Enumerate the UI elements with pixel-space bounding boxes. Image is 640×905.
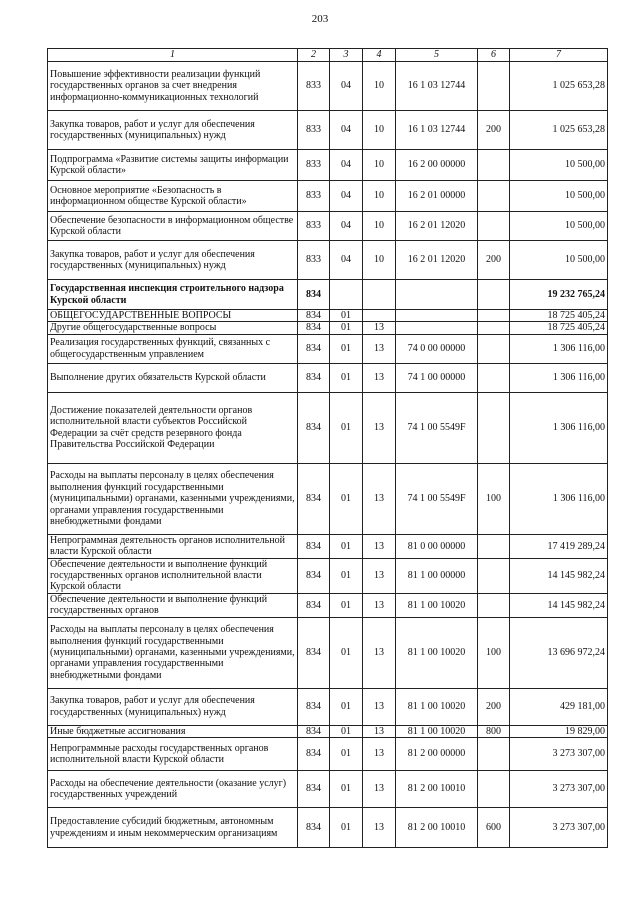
expense-type-code	[478, 558, 510, 593]
expense-type-code	[478, 181, 510, 212]
section-code: 01	[330, 725, 363, 737]
table-row	[48, 738, 608, 771]
expense-type-code: 200	[478, 111, 510, 150]
ministry-code: 833	[298, 241, 330, 280]
table-row	[48, 688, 608, 725]
ministry-code: 834	[298, 558, 330, 593]
subsection-code: 13	[363, 363, 396, 392]
section-code: 01	[330, 463, 363, 534]
amount: 14 145 982,24	[510, 558, 608, 593]
subsection-code: 13	[363, 558, 396, 593]
subsection-code: 13	[363, 534, 396, 558]
subsection-code: 13	[363, 322, 396, 334]
expense-name: Расходы на выплаты персоналу в целях обеспечения выполнения функций государственными (муниципальными) органами, казенными учреждениями, органами управления государственными внебюджетными фондами	[48, 617, 298, 688]
section-code: 04	[330, 62, 363, 111]
expense-name: Предоставление субсидий бюджетным, автономным учреждениям и иным некоммерческим организациям	[48, 808, 298, 848]
expense-type-code	[478, 212, 510, 241]
table-row	[48, 241, 608, 280]
table-row	[48, 593, 608, 617]
amount: 10 500,00	[510, 150, 608, 181]
target-article-code: 16 2 01 12020	[396, 212, 478, 241]
expense-name: Закупка товаров, работ и услуг для обеспечения государственных (муниципальных) нужд	[48, 241, 298, 280]
section-code: 01	[330, 310, 363, 322]
subsection-code: 10	[363, 241, 396, 280]
expense-name: Закупка товаров, работ и услуг для обеспечения государственных (муниципальных) нужд	[48, 111, 298, 150]
expense-name: ОБЩЕГОСУДАРСТВЕННЫЕ ВОПРОСЫ	[48, 310, 298, 322]
amount: 1 306 116,00	[510, 334, 608, 363]
expense-name: Непрограммная деятельность органов исполнительной власти Курской области	[48, 534, 298, 558]
ministry-code: 834	[298, 534, 330, 558]
target-article-code: 16 2 01 00000	[396, 181, 478, 212]
expense-name: Другие общегосударственные вопросы	[48, 322, 298, 334]
amount: 10 500,00	[510, 181, 608, 212]
section-code: 01	[330, 617, 363, 688]
subsection-code: 13	[363, 808, 396, 848]
table-row	[48, 150, 608, 181]
target-article-code: 74 1 00 00000	[396, 363, 478, 392]
expense-type-code	[478, 534, 510, 558]
table-body	[48, 62, 608, 848]
amount: 18 725 405,24	[510, 310, 608, 322]
section-code: 01	[330, 808, 363, 848]
section-code: 04	[330, 241, 363, 280]
ministry-code: 834	[298, 280, 330, 310]
section-code: 01	[330, 392, 363, 463]
amount: 14 145 982,24	[510, 593, 608, 617]
amount: 1 306 116,00	[510, 463, 608, 534]
expense-name: Достижение показателей деятельности органов исполнительной власти субъектов Российской Федерации за счёт средств резервного фонда Правительства Российской Федерации	[48, 392, 298, 463]
target-article-code: 16 1 03 12744	[396, 62, 478, 111]
expense-name: Иные бюджетные ассигнования	[48, 725, 298, 737]
target-article-code: 81 1 00 10020	[396, 725, 478, 737]
target-article-code: 16 1 03 12744	[396, 111, 478, 150]
expense-type-code	[478, 334, 510, 363]
ministry-code: 834	[298, 771, 330, 808]
column-header: 4	[363, 49, 396, 62]
table-row	[48, 463, 608, 534]
budget-table	[47, 48, 608, 848]
expense-type-code	[478, 150, 510, 181]
amount: 17 419 289,24	[510, 534, 608, 558]
ministry-code: 834	[298, 334, 330, 363]
ministry-code: 834	[298, 725, 330, 737]
expense-type-code: 100	[478, 617, 510, 688]
table-row	[48, 280, 608, 310]
subsection-code: 13	[363, 738, 396, 771]
target-article-code: 81 2 00 10010	[396, 808, 478, 848]
table-row	[48, 392, 608, 463]
ministry-code: 833	[298, 62, 330, 111]
expense-type-code: 200	[478, 241, 510, 280]
target-article-code: 16 2 00 00000	[396, 150, 478, 181]
section-code: 01	[330, 534, 363, 558]
table-row	[48, 322, 608, 334]
page-number: 203	[311, 13, 329, 25]
expense-type-code	[478, 280, 510, 310]
amount: 19 232 765,24	[510, 280, 608, 310]
ministry-code: 834	[298, 363, 330, 392]
column-number-row	[48, 49, 608, 62]
amount: 3 273 307,00	[510, 771, 608, 808]
section-code: 01	[330, 363, 363, 392]
subsection-code: 10	[363, 212, 396, 241]
expense-name: Расходы на выплаты персоналу в целях обеспечения выполнения функций государственными (муниципальными) органами, казенными учреждениями, органами управления государственными внебюджетными фондами	[48, 463, 298, 534]
column-header: 7	[510, 49, 608, 62]
target-article-code: 81 1 00 10020	[396, 593, 478, 617]
target-article-code: 74 1 00 5549F	[396, 463, 478, 534]
target-article-code: 74 1 00 5549F	[396, 392, 478, 463]
table-row	[48, 617, 608, 688]
target-article-code: 81 1 00 10020	[396, 617, 478, 688]
section-code: 01	[330, 322, 363, 334]
ministry-code: 834	[298, 688, 330, 725]
expense-type-code: 100	[478, 463, 510, 534]
ministry-code: 834	[298, 392, 330, 463]
subsection-code: 10	[363, 62, 396, 111]
expense-type-code: 200	[478, 688, 510, 725]
expense-type-code: 800	[478, 725, 510, 737]
amount: 1 306 116,00	[510, 392, 608, 463]
table-row	[48, 181, 608, 212]
expense-name: Выполнение других обязательств Курской области	[48, 363, 298, 392]
target-article-code: 81 0 00 00000	[396, 534, 478, 558]
column-header: 3	[330, 49, 363, 62]
expense-name: Подпрограмма «Развитие системы защиты информации Курской области»	[48, 150, 298, 181]
subsection-code: 13	[363, 463, 396, 534]
column-header: 2	[298, 49, 330, 62]
ministry-code: 833	[298, 111, 330, 150]
table-row	[48, 212, 608, 241]
section-code: 01	[330, 593, 363, 617]
subsection-code	[363, 280, 396, 310]
expense-type-code	[478, 310, 510, 322]
section-code: 01	[330, 688, 363, 725]
table-row	[48, 725, 608, 737]
section-code: 01	[330, 334, 363, 363]
subsection-code: 13	[363, 392, 396, 463]
table-row	[48, 363, 608, 392]
amount: 429 181,00	[510, 688, 608, 725]
expense-name: Обеспечение деятельности и выполнение функций государственных органов исполнительной власти Курской области	[48, 558, 298, 593]
table-row	[48, 334, 608, 363]
ministry-code: 833	[298, 212, 330, 241]
table-row	[48, 111, 608, 150]
subsection-code: 13	[363, 725, 396, 737]
target-article-code: 16 2 01 12020	[396, 241, 478, 280]
ministry-code: 834	[298, 808, 330, 848]
expense-type-code	[478, 62, 510, 111]
target-article-code: 81 1 00 10020	[396, 688, 478, 725]
column-header: 6	[478, 49, 510, 62]
section-code	[330, 280, 363, 310]
subsection-code: 13	[363, 688, 396, 725]
ministry-code: 833	[298, 150, 330, 181]
amount: 1 025 653,28	[510, 62, 608, 111]
ministry-code: 834	[298, 738, 330, 771]
target-article-code	[396, 280, 478, 310]
target-article-code	[396, 310, 478, 322]
expense-name: Повышение эффективности реализации функций государственных органов за счет внедрения информационно-коммуникационных технологий	[48, 62, 298, 111]
table-row	[48, 310, 608, 322]
section-code: 01	[330, 558, 363, 593]
section-code: 04	[330, 150, 363, 181]
subsection-code: 13	[363, 617, 396, 688]
subsection-code: 10	[363, 111, 396, 150]
target-article-code	[396, 322, 478, 334]
target-article-code: 81 2 00 10010	[396, 771, 478, 808]
ministry-code: 834	[298, 310, 330, 322]
ministry-code: 834	[298, 463, 330, 534]
subsection-code: 13	[363, 334, 396, 363]
amount: 1 306 116,00	[510, 363, 608, 392]
expense-name: Обеспечение безопасности в информационном обществе Курской области	[48, 212, 298, 241]
table-row	[48, 771, 608, 808]
expense-type-code	[478, 363, 510, 392]
table-row	[48, 808, 608, 848]
amount: 3 273 307,00	[510, 738, 608, 771]
table-header	[48, 49, 608, 62]
expense-type-code	[478, 593, 510, 617]
subsection-code	[363, 310, 396, 322]
amount: 10 500,00	[510, 241, 608, 280]
expense-name: Непрограммные расходы государственных органов исполнительной власти Курской области	[48, 738, 298, 771]
amount: 1 025 653,28	[510, 111, 608, 150]
section-code: 01	[330, 738, 363, 771]
expense-name: Основное мероприятие «Безопасность в информационном обществе Курской области»	[48, 181, 298, 212]
amount: 13 696 972,24	[510, 617, 608, 688]
ministry-code: 833	[298, 181, 330, 212]
amount: 18 725 405,24	[510, 322, 608, 334]
section-code: 01	[330, 771, 363, 808]
subsection-code: 13	[363, 593, 396, 617]
expense-type-code	[478, 738, 510, 771]
expense-type-code: 600	[478, 808, 510, 848]
column-header: 1	[48, 49, 298, 62]
expense-type-code	[478, 771, 510, 808]
target-article-code: 74 0 00 00000	[396, 334, 478, 363]
subsection-code: 10	[363, 150, 396, 181]
amount: 3 273 307,00	[510, 808, 608, 848]
expense-type-code	[478, 392, 510, 463]
ministry-code: 834	[298, 593, 330, 617]
expense-name: Обеспечение деятельности и выполнение функций государственных органов	[48, 593, 298, 617]
subsection-code: 13	[363, 771, 396, 808]
expense-name: Расходы на обеспечение деятельности (оказание услуг) государственных учреждений	[48, 771, 298, 808]
subsection-code: 10	[363, 181, 396, 212]
target-article-code: 81 1 00 00000	[396, 558, 478, 593]
section-code: 04	[330, 181, 363, 212]
ministry-code: 834	[298, 617, 330, 688]
expense-name: Государственная инспекция строительного надзора Курской области	[48, 280, 298, 310]
expense-name: Закупка товаров, работ и услуг для обеспечения государственных (муниципальных) нужд	[48, 688, 298, 725]
section-code: 04	[330, 111, 363, 150]
expense-type-code	[478, 322, 510, 334]
table-row	[48, 558, 608, 593]
table-row	[48, 534, 608, 558]
expense-name: Реализация государственных функций, связанных с общегосударственным управлением	[48, 334, 298, 363]
section-code: 04	[330, 212, 363, 241]
table-row	[48, 62, 608, 111]
amount: 10 500,00	[510, 212, 608, 241]
target-article-code: 81 2 00 00000	[396, 738, 478, 771]
amount: 19 829,00	[510, 725, 608, 737]
ministry-code: 834	[298, 322, 330, 334]
column-header: 5	[396, 49, 478, 62]
